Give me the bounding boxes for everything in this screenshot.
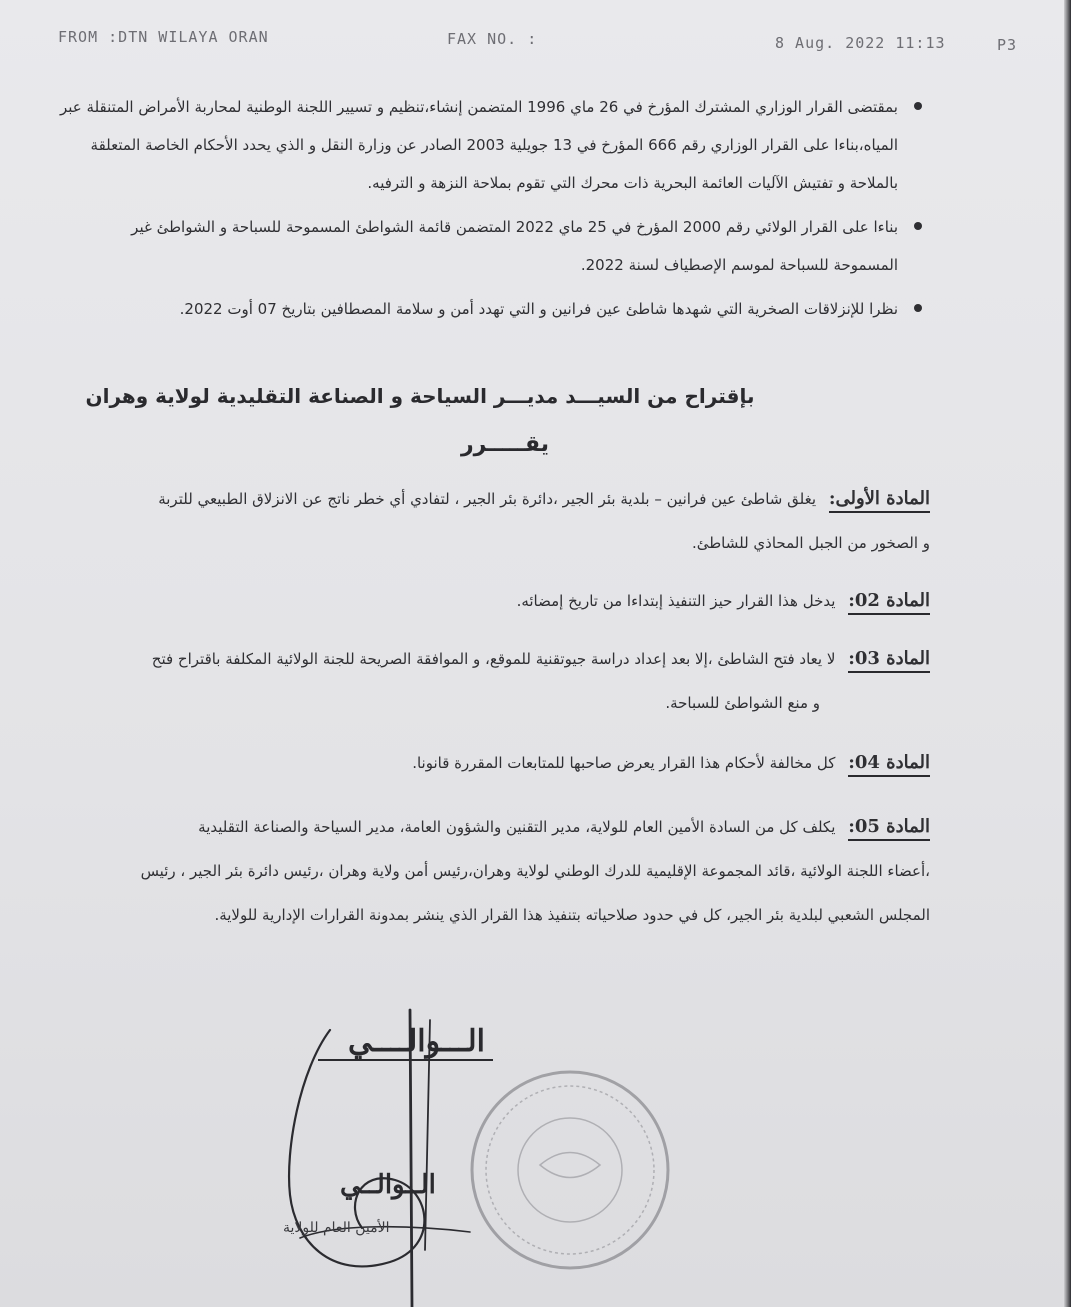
preamble-item (40, 88, 930, 202)
preamble-line: المسموحة للسباحة لموسم الإصطياف لسنة 2022. (580, 256, 898, 274)
article-text-line: المجلس الشعبي لبلدية بئر الجير، كل في حدود صلاحياته بتنفيذ هذا القرار الذي ينشر بمدونة القرارات الإدارية للولاية. (214, 906, 930, 924)
preamble-item (40, 208, 930, 284)
article-text-line: و الصخور من الجبل المحاذي للشاطئ. (691, 534, 930, 552)
article-text-line: يكلف كل من السادة الأمين العام للولاية، مدير التقنين والشؤون العامة، مدير السياحة والصناعة التقليدية (198, 818, 836, 836)
decree-body (40, 88, 930, 937)
photo-edge-shadow (1064, 0, 1071, 1307)
article-2 (40, 579, 930, 623)
article-text-line: يغلق شاطئ عين فرانين – بلدية بئر الجير ،دائرة بئر الجير ، لتفادي أي خطر ناتج عن الانزلاق الطبيعي للتربة (158, 490, 817, 508)
signature-title-stamp: الــوالــي (340, 1170, 436, 1200)
decides-heading: يقـــــرر (460, 432, 550, 457)
article-text-line: لا يعاد فتح الشاطئ ،إلا بعد إعداد دراسة جيوتقنية للموقع، و الموافقة الصريحة للجنة الولائية المكلفة باقتراح فتح (151, 650, 836, 668)
bullet-dot-icon (914, 102, 922, 110)
preamble-item (40, 290, 930, 328)
article-label: المادة 02: (848, 590, 930, 615)
article-text-line: ،أعضاء اللجنة الولائية ،قائد المجموعة الإقليمية للدرك الوطني لولاية وهران،رئيس أمن ولاية وهران ،رئيس دائرة بئر الجير ، رئيس (140, 862, 930, 880)
fax-page-number: P3 (997, 36, 1018, 54)
proposal-heading: بإقتراح من السيـــد مديـــر السياحة و الصناعة التقليدية لولاية وهران (85, 384, 755, 408)
article-1 (40, 477, 930, 565)
fax-header (0, 24, 1060, 54)
article-3 (40, 637, 930, 725)
signer-line: الأمين العام للولاية (283, 1220, 390, 1236)
fax-number: FAX NO. : (447, 30, 538, 48)
article-label: المادة 04: (848, 752, 930, 777)
signature-stamp-graphic (0, 990, 1071, 1307)
preamble-line: بناءا على القرار الولائي رقم 2000 المؤرخ في 25 ماي 2022 المتضمن قائمة الشواطئ المسموحة للسباحة و الشواطئ غير (131, 218, 898, 236)
official-stamp-icon (472, 1072, 668, 1268)
fax-date-time: 8 Aug. 2022 11:13 (775, 34, 946, 52)
article-text-line: و منع الشواطئ للسباحة. (665, 694, 820, 712)
bullet-dot-icon (914, 222, 922, 230)
preamble-line: المياه،بناءا على القرار الوزاري رقم 666 المؤرخ في 13 جويلية 2003 الصادر عن وزارة النقل و الذي يحدد الأحكام الخاصة المتعلقة (90, 136, 898, 154)
article-text-line: كل مخالفة لأحكام هذا القرار يعرض صاحبها للمتابعات المقررة قانونا. (412, 754, 836, 772)
article-label: المادة الأولى: (829, 488, 930, 513)
signature-title: الـــوالــــي (318, 1024, 493, 1061)
signature-block (0, 990, 1071, 1307)
bullet-dot-icon (914, 304, 922, 312)
article-label: المادة 05: (848, 816, 930, 841)
preamble-line: نظرا للإنزلاقات الصخرية التي شهدها شاطئ عين فرانين و التي تهدد أمن و سلامة المصطافين بتاريخ 07 أوت 2022. (179, 300, 898, 318)
article-text-line: يدخل هذا القرار حيز التنفيذ إبتداءا من تاريخ إمضائه. (516, 592, 836, 610)
fax-from: FROM :DTN WILAYA ORAN (58, 28, 269, 46)
preamble-list (40, 88, 930, 328)
preamble-line: بالملاحة و تفتيش الآليات العائمة البحرية ذات محرك التي تقوم بملاحة النزهة و الترفيه. (367, 174, 898, 192)
preamble-line: بمقتضى القرار الوزاري المشترك المؤرخ في 26 ماي 1996 المتضمن إنشاء،تنظيم و تسيير اللجنة الوطنية لمحاربة الأمراض المتنقلة عبر (60, 98, 898, 116)
article-5 (40, 805, 930, 937)
article-4 (40, 741, 930, 785)
article-label: المادة 03: (848, 648, 930, 673)
